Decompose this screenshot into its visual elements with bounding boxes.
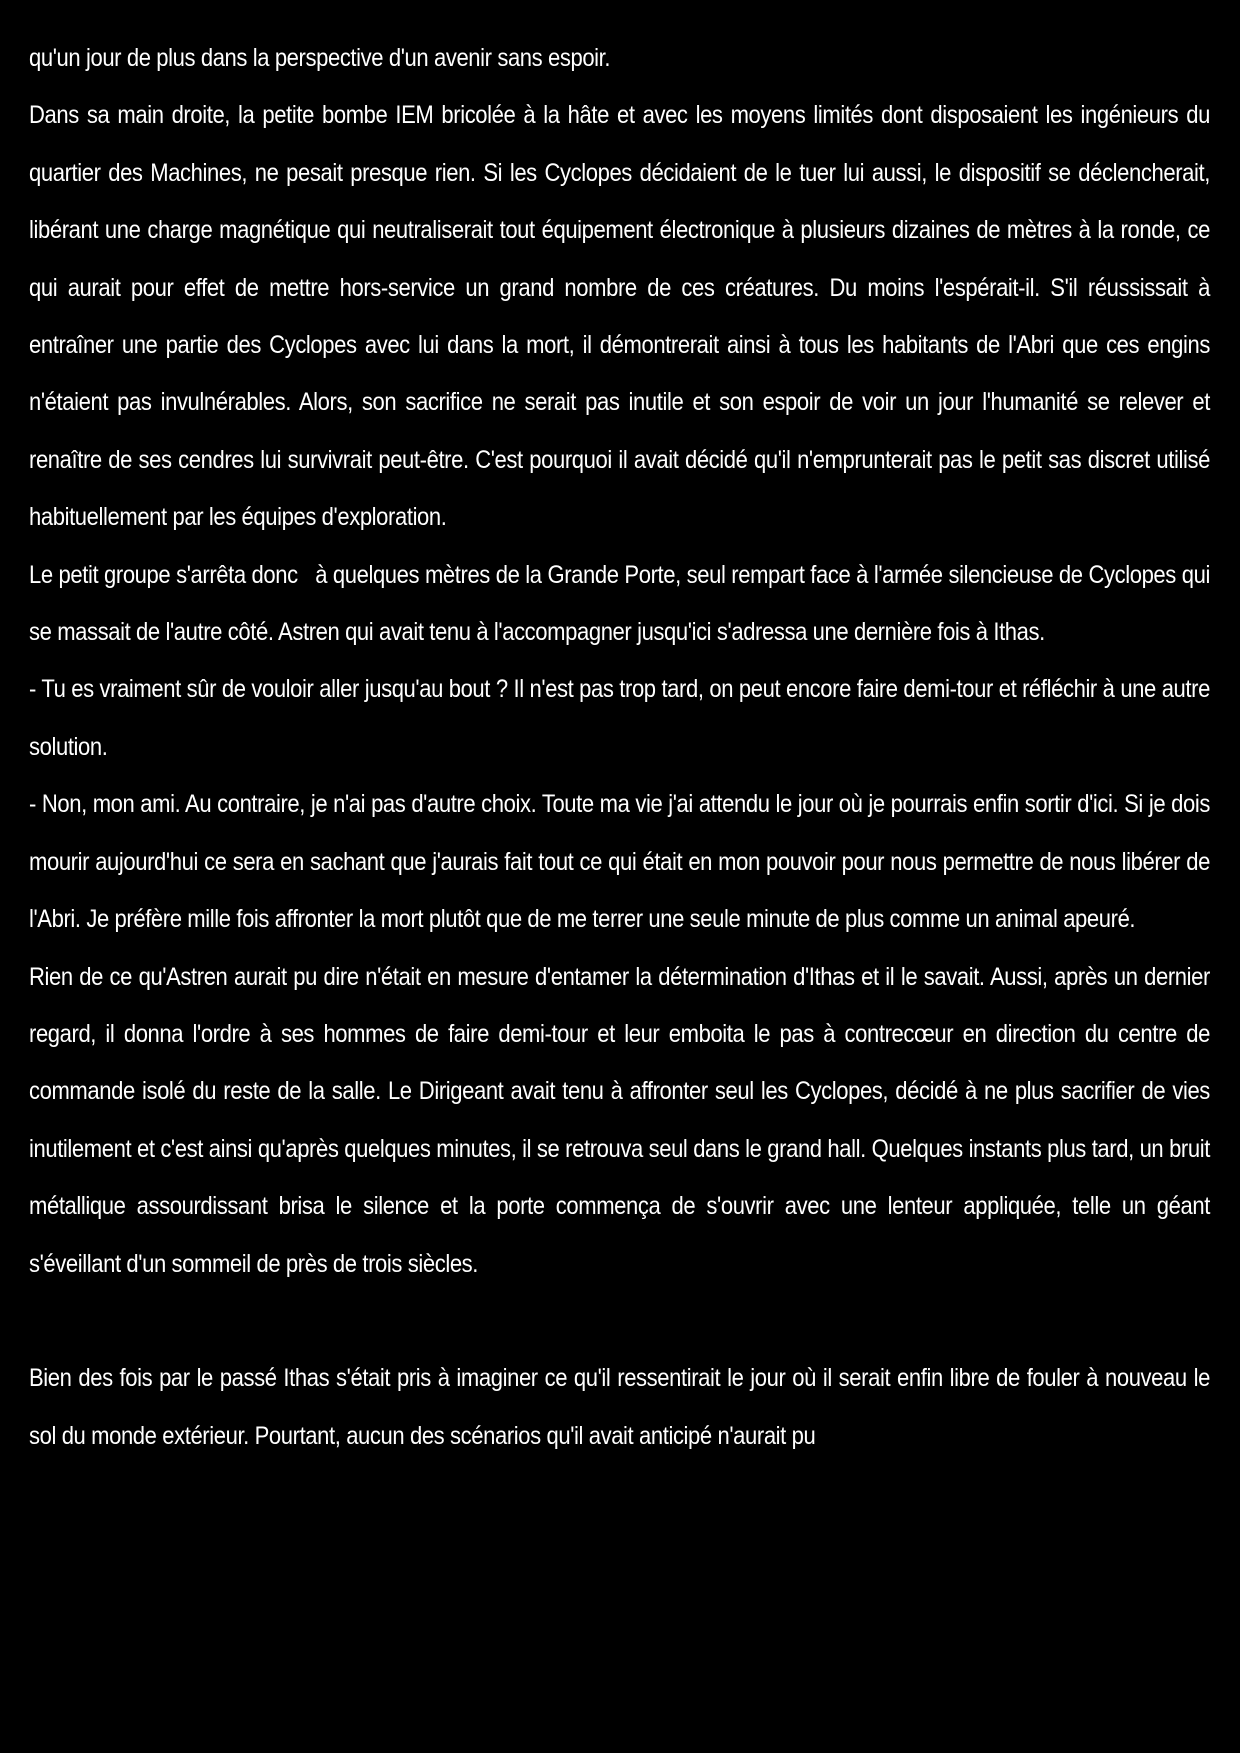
paragraph-6: Rien de ce qu'Astren aurait pu dire n'était en mesure d'entamer la détermination d'Ithas et il le savait. Aussi, après un dernier regard, il donna l'ordre à ses hommes de faire demi-tour et leur emboita le pas à contrecœur en direction du centre de commande isolé du reste de la salle. Le Dirigeant avait tenu à affronter seul les Cyclopes, décidé à ne plus sacrifier de vies inutilement et c'est ainsi qu'après quelques minutes, il se retrouva seul dans le grand hall. Quelques instants plus tard, un bruit métallique assourdissant brisa le silence et la porte commença de s'ouvrir avec une lenteur appliquée, telle un géant s'éveillant d'un sommeil de près de trois siècles. [29,962,1210,1278]
paragraph-1: qu'un jour de plus dans la perspective d'un avenir sans espoir. [29,44,611,72]
paragraph-5-dialogue: - Non, mon ami. Au contraire, je n'ai pas d'autre choix. Toute ma vie j'ai attendu le jour où je pourrais enfin sortir d'ici. Si je dois mourir aujourd'hui ce sera en sachant que j'aurais fait tout ce qui était en mon pouvoir pour nous permettre de nous libérer de l'Abri. Je préfère mille fois affronter la mort plutôt que de me terrer une seule minute de plus comme un animal apeuré. [29,790,1210,934]
document-page [29,30,1216,1730]
paragraph-2: Dans sa main droite, la petite bombe IEM bricolée à la hâte et avec les moyens limités dont disposaient les ingénieurs du quartier des Machines, ne pesait presque rien. Si les Cyclopes décidaient de le tuer lui aussi, le dispositif se déclencherait, libérant une charge magnétique qui neutraliserait tout équipement électronique à plusieurs dizaines de mètres à la ronde, ce qui aurait pour effet de mettre hors-service un grand nombre de ces créatures. Du moins l'espérait-il. S'il réussissait à entraîner une partie des Cyclopes avec lui dans la mort, il démontrerait ainsi à tous les habitants de l'Abri que ces engins n'étaient pas invulnérables. Alors, son sacrifice ne serait pas inutile et son espoir de voir un jour l'humanité se relever et renaître de ses cendres lui survivrait peut-être. C'est pourquoi il avait décidé qu'il n'emprunterait pas le petit sas discret utilisé habituellement par les équipes d'exploration. [29,101,1210,532]
paragraph-7: Bien des fois par le passé Ithas s'était pris à imaginer ce qu'il ressentirait le jour où il serait enfin libre de fouler à nouveau le sol du monde extérieur. Pourtant, aucun des scénarios qu'il avait anticipé n'aurait pu [29,1364,1210,1450]
paragraph-3: Le petit groupe s'arrêta donc à quelques mètres de la Grande Porte, seul rempart face à l'armée silencieuse de Cyclopes qui se massait de l'autre côté. Astren qui avait tenu à l'accompagner jusqu'ici s'adressa une dernière fois à Ithas. [29,560,1216,647]
text-body [29,30,1216,1465]
blank-line [29,1293,1210,1350]
paragraph-4-dialogue: - Tu es vraiment sûr de vouloir aller jusqu'au bout ? Il n'est pas trop tard, on peut encore faire demi-tour et réfléchir à une autre solution. [29,675,1210,761]
